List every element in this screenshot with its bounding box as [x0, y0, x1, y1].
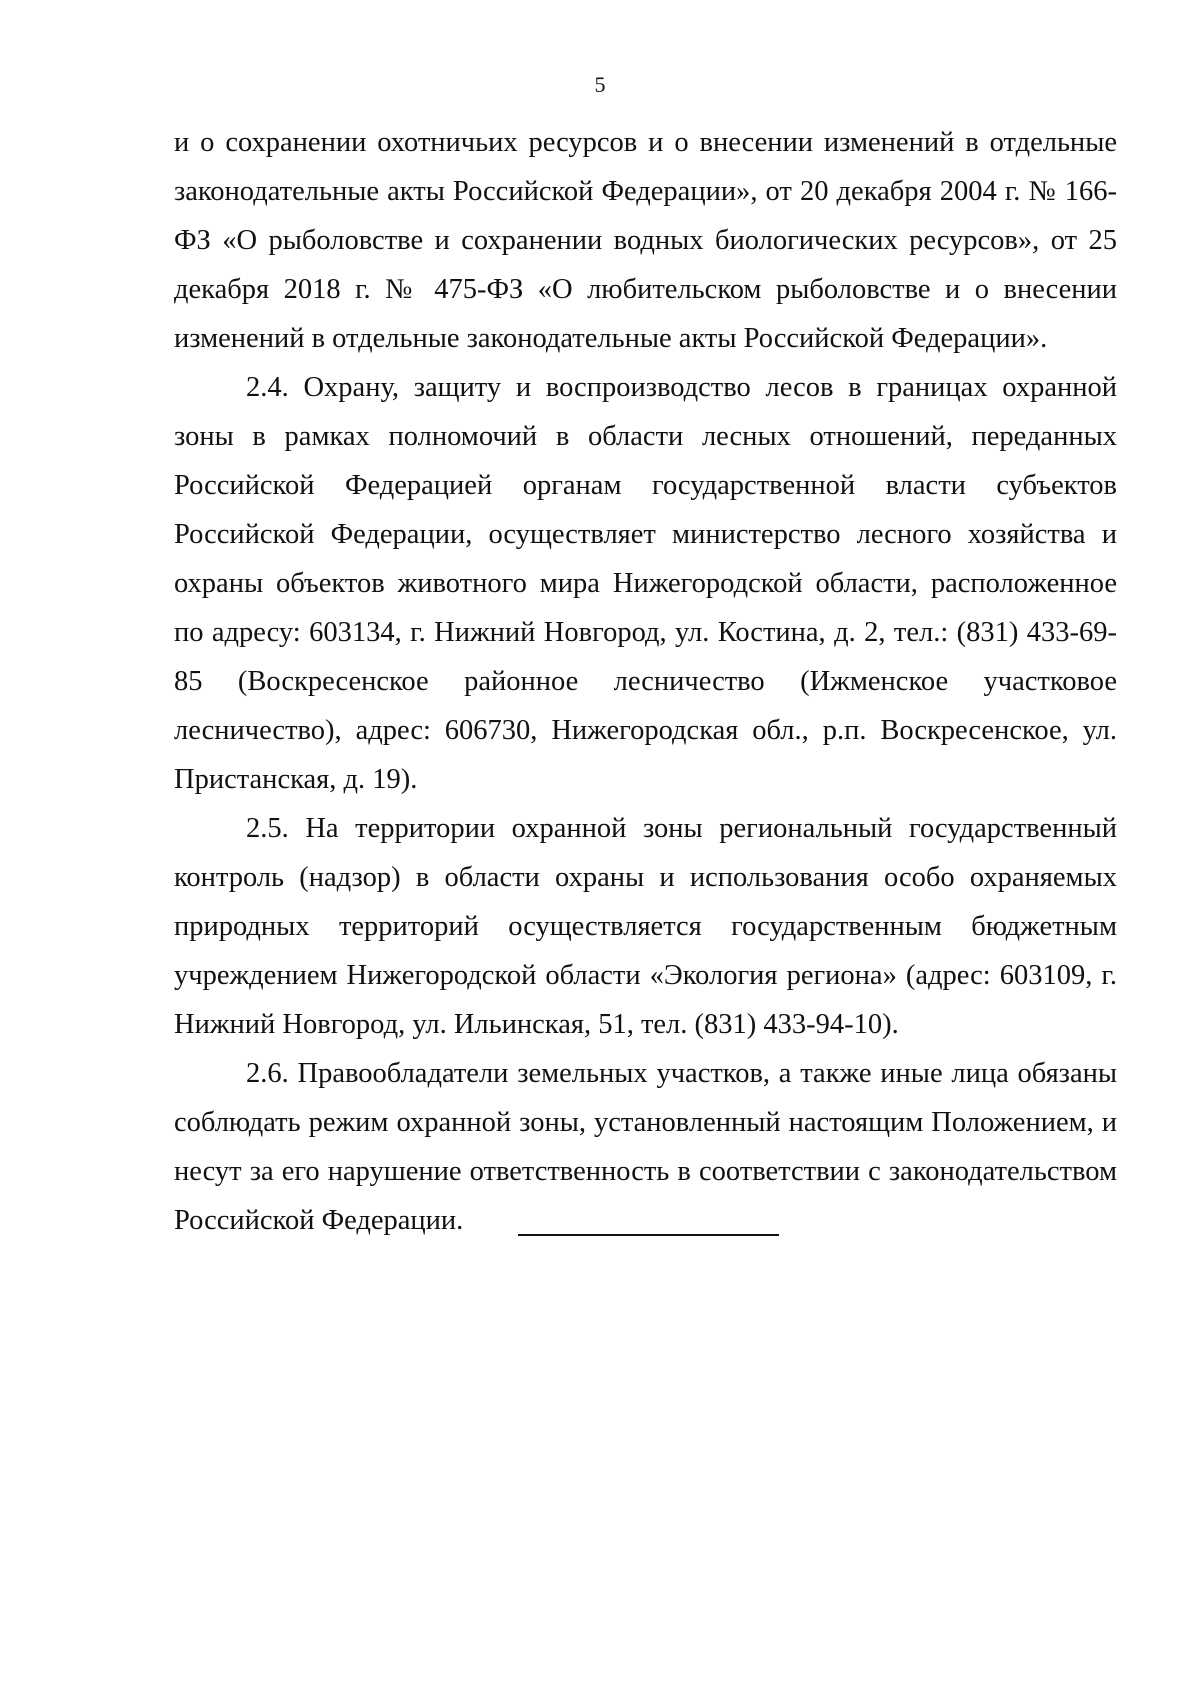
end-divider-line	[518, 1234, 779, 1236]
page-number: 5	[594, 72, 606, 97]
document-body	[174, 118, 1117, 1245]
paragraph-2-5: 2.5. На территории охранной зоны региональный государственный контроль (надзор) в области охраны и использования особо охраняемых природных территорий осуществляется государственным бюджетным учреждением Нижегородской области «Экология региона» (адрес: 603109, г. Нижний Новгород, ул. Ильинская, 51, тел. (831) 433-94-10).	[174, 813, 1117, 1040]
paragraph-2-4: 2.4. Охрану, защиту и воспроизводство лесов в границах охранной зоны в рамках полномочий в области лесных отношений, переданных Российской Федерацией органам государственной власти субъектов Российской Федерации, осуществляет министерство лесного хозяйства и охраны объектов животного мира Нижегородской области, расположенное по адресу: 603134, г. Нижний Новгород, ул. Костина, д. 2, тел.: (831) 433-69-85 (Воскресенское районное лесничество (Ижменское участковое лесничество), адрес: 606730, Нижегородская обл., р.п. Воскресенское, ул. Пристанская, д. 19).	[174, 372, 1117, 795]
paragraph-2-6: 2.6. Правообладатели земельных участков, а также иные лица обязаны соблюдать режим охранной зоны, установленный настоящим Положением, и несут за его нарушение ответственность в соответствии с законодательством Российской Федерации.	[174, 1058, 1117, 1236]
paragraph-continuation: и о сохранении охотничьих ресурсов и о внесении изменений в отдельные законодательные акты Российской Федерации», от 20 декабря 2004 г. № 166-ФЗ «О рыболовстве и сохранении водных биологических ресурсов», от 25 декабря 2018 г. № 475-ФЗ «О любительском рыболовстве и о внесении изменений в отдельные законодательные акты Российской Федерации».	[174, 127, 1117, 354]
